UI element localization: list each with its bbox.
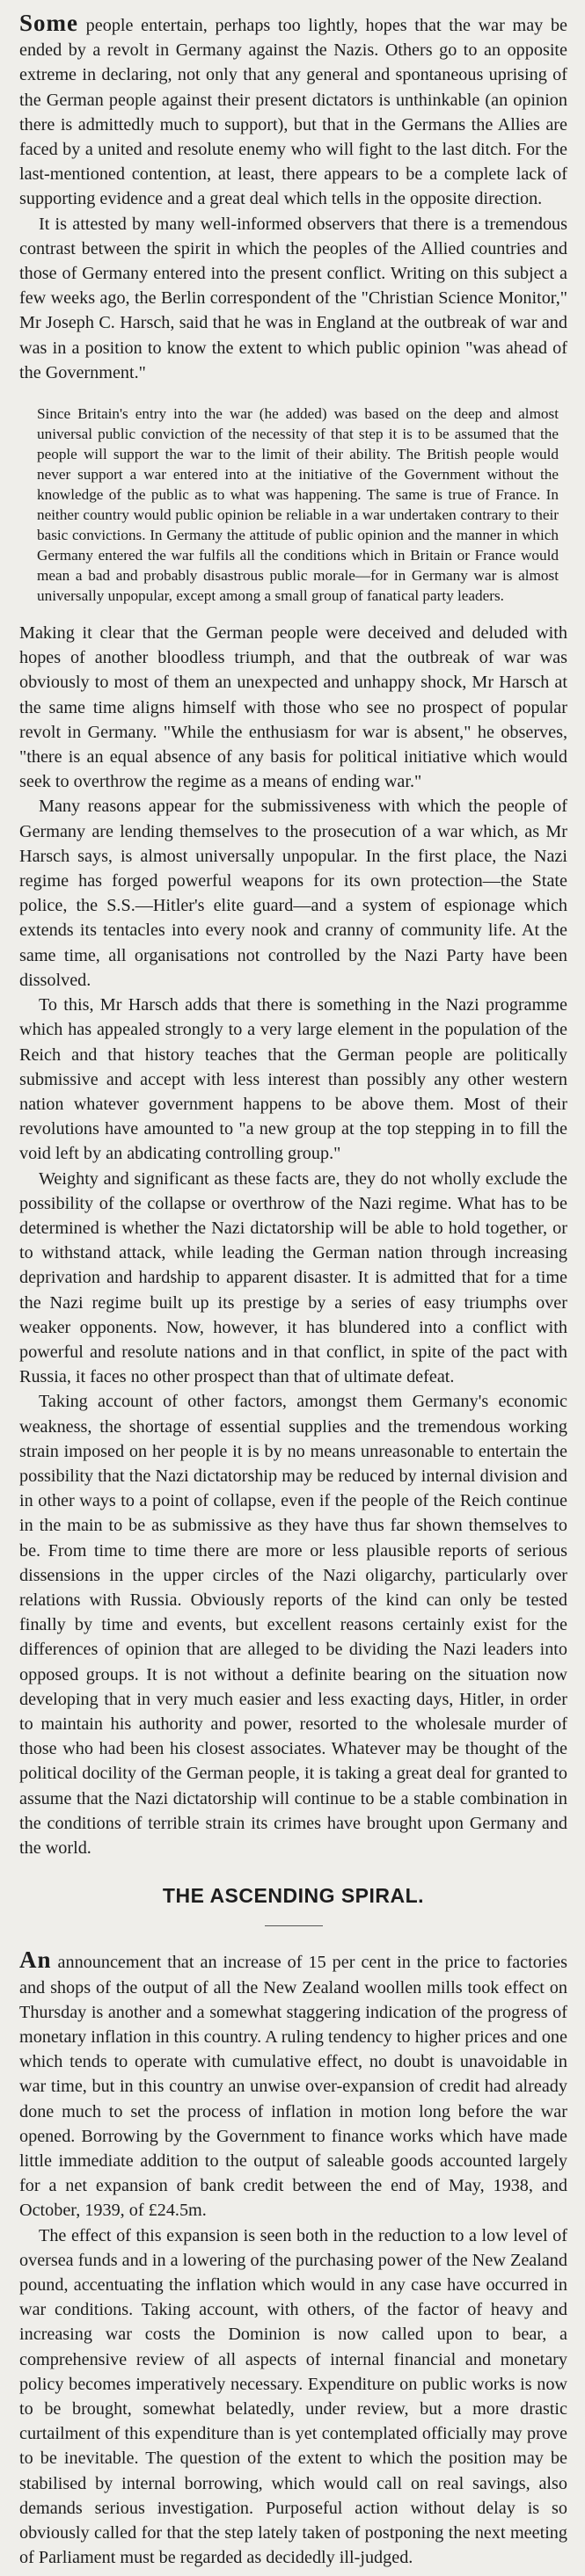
dropcap-word: Some <box>19 10 78 36</box>
editorial-nazi-regime <box>19 11 567 1860</box>
paragraph: To this, Mr Harsch adds that there is something in the Nazi programme which has appealed strongly to a very large element in the population of the Reich and that history teaches that the German people are politically submissive and accept with less interest than possibly any other western nation whatever government happens to be above them. Most of their revolutions have amounted to "a new group at the top stepping in to fill the void left by an abdicating controlling group." <box>19 995 567 1164</box>
article-title: THE ASCENDING SPIRAL. <box>162 1884 425 1908</box>
paragraph: Weighty and significant as these facts are, they do not wholly exclude the possibility of the collapse or overthrow of the Nazi regime. What has to be determined is whether the Nazi dictatorship will be able to hold together, or to withstand attack, while leading the German nation through increasing deprivation and hardship to apparent disaster. It is admitted that for a time the Nazi regime built up its prestige by a series of easy triumphs over weaker opponents. Now, however, it has blundered into a conflict with powerful and resolute nations and in that conflict, in spite of the pact with Russia, it faces no other prospect than that of ultimate defeat. <box>19 1168 567 1387</box>
paragraph: The effect of this expansion is seen both in the reduction to a low level of oversea funds and in a lowering of the purchasing power of the New Zealand pound, accentuating the inflation which would in any case have occurred in war conditions. Taking account, with others, of the factor of heavy and increasing war costs the Dominion is now called upon to bear, a comprehensive review of all aspects of internal financial and monetary policy becomes imperatively necessary. Expenditure on public works is now to be brought, somewhat belatedly, under review, but a more drastic curtailment of this expenditure than is yet contemplated officially may prove to be inevitable. The question of the extent to which the position may be stabilised by internal borrowing, which would call on real savings, also demands serious investigation. Purposeful action without delay is so obviously called for that the step lately taken of postponing the next meeting of Parliament must be regarded as decidedly ill-judged. <box>19 2225 567 2568</box>
paragraph: Many reasons appear for the submissiveness with which the people of Germany are lending themselves to the prosecution of a war which, as Mr Harsch says, is almost universally unpopular. In the first place, the Nazi regime has forged powerful weapons for its own protection—the State police, the S.S.—Hitler's elite guard—and a system of espionage which extends its tentacles into every nook and cranny of community life. At the same time, all organisations not controlled by the Nazi Party have been dissolved. <box>19 797 567 990</box>
paragraph: An announcement that an increase of 15 per cent in the price to factories and shops of the output of all the New Zealand woollen mills took effect on Thursday is another and a somewhat staggering indication of the progress of monetary inflation in this country. A ruling tendency to higher prices and one which tends to operate with cumulative effect, no doubt is unavoidable in war time, but in this country an unwise over-expansion of credit had already done much to set the process of inflation in motion long before the war opened. Borrowing by the Government to finance works which have made little immediate addition to the output of saleable goods accounted largely for a net expansion of bank credit between the end of May, 1938, and October, 1939, of £24.5m. <box>19 1947 567 2221</box>
dropcap-word: An <box>19 1947 52 1974</box>
paragraph: Taking account of other factors, amongst them Germany's economic weakness, the shortage of essential supplies and the tremendous working strain imposed on her people it is by no means unreasonable to entertain the possibility that the Nazi dictatorship may be reduced by internal division and in other ways to a point of collapse, even if the people of the Reich continue in the main to be as submissive as they have thus far shown themselves to be. From time to time there are more or less plausible reports of serious dissensions in the upper circles of the Nazi oligarchy, particularly over relations with Russia. Obviously reports of the kind can only be tested finally by time and events, but excellent reasons certainly exist for the differences of opinion that are alleged to be dividing the Nazi leaders into opposed groups. It is not without a definite bearing on the situation now developing that in very much easier and less exacting days, Hitler, in order to maintain his authority and power, resorted to the wholesale murder of those who had been his closest associates. Whatever may be thought of the political docility of the German people, it is taking a great deal for granted to assume that the Nazi dictatorship will continue to be a stable combination in the conditions of terrible strain its crimes have brought upon Germany and the world. <box>19 1392 567 1858</box>
block-quote: Since Britain's entry into the war (he added) was based on the deep and almost universal public conviction of the necessity of that step it is to be assumed that the people will support the war to the limit of their ability. The British people would never support a war entered into at the initiative of the Government without the knowledge of the public as to what was happening. The same is true of France. In neither country would public opinion be reliable in a war undertaken contrary to their basic convictions. In Germany the attitude of public opinion and the manner in which Germany entered the war fulfils all the conditions which in Britain or France would mean a bad and probably disastrous public morale—for in Germany war is almost universally unpopular, except among a small group of fanatical party leaders. <box>37 405 559 605</box>
title-divider <box>265 1925 323 1926</box>
editorial-ascending-spiral <box>19 1883 567 2570</box>
paragraph: Some people entertain, perhaps too lightly, hopes that the war may be ended by a revolt in Germany against the Nazis. Others go to an opposite extreme in declaring, not only that any general and spontaneous uprising of the German people against their present dictators is unthinkable (an opinion there is admittedly much to support), but that in the Germans the Allies are faced by a united and resolute enemy who will fight to the last ditch. For the last-mentioned contention, at least, there appears to be a complete lack of supporting evidence and a great deal which tells in the opposite direction. <box>19 10 567 209</box>
paragraph: It is attested by many well-informed observers that there is a tremendous contrast between the spirit in which the peoples of the Allied countries and those of Germany entered into the present conflict. Writing on this subject a few weeks ago, the Berlin correspondent of the "Christian Science Monitor," Mr Joseph C. Harsch, said that he was in England at the outbreak of war and was in a position to know the extent to which public opinion "was ahead of the Government." <box>19 214 567 382</box>
paragraph: Making it clear that the German people were deceived and deluded with hopes of another bloodless triumph, and that the outbreak of war was obviously to most of them an unexpected and unhappy shock, Mr Harsch at the same time aligns himself with those who see no prospect of popular revolt in Germany. "While the enthusiasm for war is absent," he observes, "there is an equal absence of any basis for political initiative which would seek to overthrow the regime as a means of ending war." <box>19 623 567 792</box>
